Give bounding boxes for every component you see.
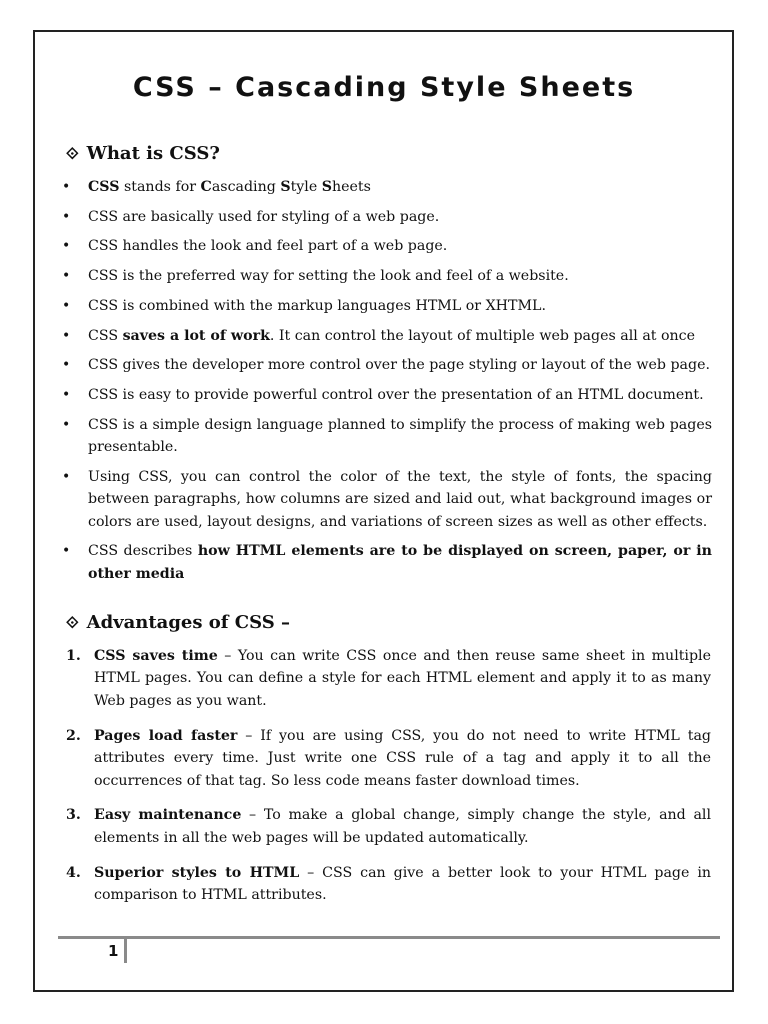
bullet-icon: • — [62, 238, 71, 255]
list-item — [62, 540, 712, 585]
advantage-description: – You can write CSS once and then reuse same sheet in multiple HTML pages. You can define a style for each HTML element and apply it to as many Web pages as you want. — [94, 648, 711, 709]
text: . It can control the layout of multiple web pages all at once — [269, 327, 696, 344]
text: heets — [332, 179, 371, 195]
section-heading-label: What is CSS? — [86, 143, 220, 164]
advantage-term: Pages load faster — [94, 727, 238, 744]
text: CSS gives the developer more control over the page styling or layout of the web page. — [88, 357, 710, 374]
bold-text: saves a lot of work — [122, 327, 270, 344]
bullet-icon: • — [62, 357, 71, 374]
list-item — [62, 176, 712, 198]
advantage-item — [66, 645, 711, 712]
list-item — [62, 384, 712, 406]
section-heading-label: Advantages of CSS – — [86, 612, 290, 633]
text: Using CSS, you can control the color of the text, the style of fonts, the spacing between paragraphs, how columns are sized and laid out, what background images or colors are used, layout designs, and variations of screen sizes as well as other effects. — [88, 468, 712, 530]
advantage-term: Easy maintenance — [94, 807, 242, 824]
item-number: 1. — [66, 648, 81, 664]
bold-text: S — [321, 179, 332, 195]
bold-text: S — [280, 179, 291, 195]
bullet-icon: • — [62, 297, 71, 314]
advantage-item — [66, 862, 711, 907]
bullet-icon: • — [62, 468, 71, 485]
diamond-bullet-icon: ⟐ — [66, 612, 79, 632]
text: tyle — [290, 179, 322, 195]
advantages-list — [66, 645, 711, 919]
bullet-icon: • — [62, 179, 71, 195]
what-is-css-list — [62, 176, 712, 592]
text: CSS is easy to provide powerful control over the presentation of an HTML document. — [88, 386, 704, 403]
diamond-bullet-icon: ⟐ — [66, 143, 79, 163]
section-heading-advantages — [66, 612, 290, 633]
list-item — [62, 265, 712, 287]
item-number: 3. — [66, 807, 81, 824]
advantage-description: – If you are using CSS, you do not need to write HTML tag attributes every time. Just write one CSS rule of a tag and apply it to all the occurrences of that tag. So less code means faster download times. — [94, 727, 711, 789]
text: CSS are basically used for styling of a web page. — [88, 208, 440, 225]
bold-text: CSS — [88, 179, 120, 195]
text: ascading — [211, 179, 281, 195]
footer-separator — [124, 939, 127, 963]
list-item — [62, 414, 712, 459]
advantage-description: – CSS can give a better look to your HTML page in comparison to HTML attributes. — [94, 864, 711, 904]
advantage-item — [66, 725, 711, 792]
text: CSS is combined with the markup languages HTML or XHTML. — [88, 297, 546, 314]
advantage-term: CSS saves time — [94, 648, 218, 664]
list-item — [62, 325, 712, 347]
bullet-icon: • — [62, 386, 71, 403]
text: CSS is the preferred way for setting the look and feel of a website. — [88, 268, 569, 285]
list-item — [62, 295, 712, 317]
bullet-icon: • — [62, 268, 71, 285]
page-number: 1 — [108, 942, 119, 960]
text: CSS describes — [88, 543, 198, 560]
item-number: 2. — [66, 727, 81, 744]
advantage-item — [66, 804, 711, 849]
list-item — [62, 206, 712, 228]
section-heading-what-is-css — [66, 143, 220, 164]
advantage-description: – To make a global change, simply change the style, and all elements in all the web pages will be updated automatically. — [94, 807, 711, 846]
bold-text: C — [200, 179, 212, 195]
list-item — [62, 235, 712, 257]
footer-rule — [58, 936, 720, 939]
list-item — [62, 354, 712, 376]
text: CSS is a simple design language planned to simplify the process of making web pages presentable. — [88, 416, 712, 456]
page-title: CSS – Cascading Style Sheets — [132, 72, 636, 103]
bullet-icon: • — [62, 208, 71, 225]
item-number: 4. — [66, 864, 81, 881]
text: CSS handles the look and feel part of a web page. — [88, 238, 448, 255]
bold-text: how HTML elements are to be displayed on screen, paper, or in other media — [88, 543, 712, 582]
text: CSS — [88, 327, 123, 344]
list-item — [62, 466, 712, 533]
bullet-icon: • — [62, 543, 71, 560]
bullet-icon: • — [62, 327, 71, 344]
text: stands for — [119, 179, 201, 195]
advantage-term: Superior styles to HTML — [94, 864, 300, 881]
bullet-icon: • — [62, 416, 71, 433]
